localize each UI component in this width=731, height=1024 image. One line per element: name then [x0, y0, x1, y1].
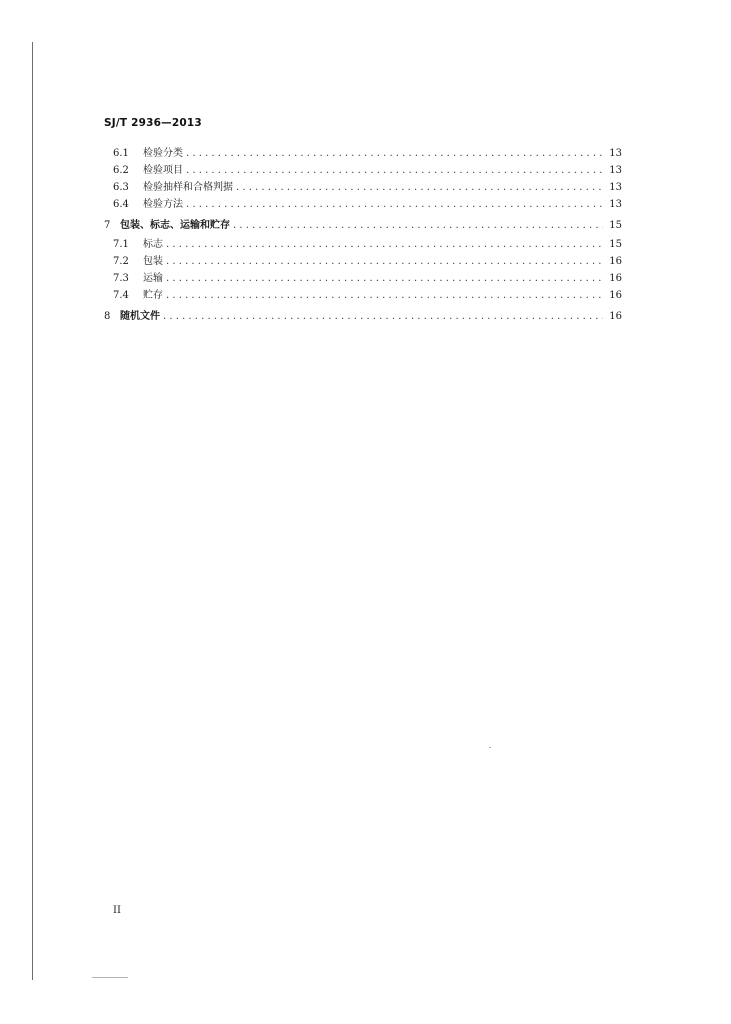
- toc-dot-leader: [186, 145, 603, 162]
- toc-entry-title: 检验项目: [143, 165, 183, 176]
- toc-entry-6-1[interactable]: [104, 145, 622, 162]
- toc-dot-leader: [166, 253, 603, 270]
- toc-entry-7-4[interactable]: [104, 287, 622, 304]
- toc-entry-title: 检验抽样和合格判据: [143, 182, 233, 193]
- toc-entry-page: 16: [609, 256, 622, 267]
- toc-entry-title: 标志: [143, 239, 163, 250]
- toc-entry-title: 贮存: [143, 290, 163, 301]
- toc-entry-title: 包装、标志、运输和贮存: [120, 220, 230, 231]
- toc-entry-number: 6.2: [113, 165, 129, 176]
- toc-entry-title: 检验方法: [143, 199, 183, 210]
- binding-margin-line: [32, 42, 33, 980]
- toc-entry-8[interactable]: [104, 304, 622, 327]
- toc-entry-7[interactable]: [104, 213, 622, 236]
- toc-entry-7-2[interactable]: [104, 253, 622, 270]
- toc-entry-page: 15: [609, 220, 622, 231]
- toc-entry-number: 7.1: [113, 239, 129, 250]
- document-code-header: SJ/T 2936—2013: [104, 117, 202, 129]
- toc-dot-leader: [186, 196, 603, 213]
- toc-entry-number: 6.1: [113, 148, 129, 159]
- toc-entry-number: 6.3: [113, 182, 129, 193]
- toc-entry-6-2[interactable]: [104, 162, 622, 179]
- toc-entry-7-1[interactable]: [104, 236, 622, 253]
- toc-entry-page: 16: [609, 273, 622, 284]
- toc-entry-page: 15: [609, 239, 622, 250]
- table-of-contents: [104, 145, 622, 327]
- toc-entry-6-4[interactable]: [104, 196, 622, 213]
- toc-entry-page: 13: [609, 165, 622, 176]
- toc-entry-number: 7.4: [113, 290, 129, 301]
- toc-entry-title: 包装: [143, 256, 163, 267]
- toc-entry-title: 运输: [143, 273, 163, 284]
- footer-rule: [92, 977, 128, 978]
- toc-entry-number: 7.2: [113, 256, 129, 267]
- toc-entry-page: 13: [609, 199, 622, 210]
- toc-dot-leader: [166, 270, 603, 287]
- toc-entry-title: 随机文件: [120, 311, 160, 322]
- toc-entry-number: 7.3: [113, 273, 129, 284]
- toc-entry-page: 13: [609, 148, 622, 159]
- toc-dot-leader: [166, 287, 603, 304]
- toc-entry-title: 检验分类: [143, 148, 183, 159]
- toc-entry-7-3[interactable]: [104, 270, 622, 287]
- toc-dot-leader: [166, 236, 603, 253]
- toc-entry-number: 6.4: [113, 199, 129, 210]
- toc-dot-leader: [233, 215, 603, 236]
- toc-entry-number: 8: [104, 311, 111, 322]
- toc-dot-leader: [236, 179, 603, 196]
- scan-speck: [489, 747, 491, 748]
- toc-entry-page: 13: [609, 182, 622, 193]
- toc-entry-page: 16: [609, 290, 622, 301]
- toc-entry-number: 7: [104, 220, 111, 231]
- toc-dot-leader: [186, 162, 603, 179]
- toc-dot-leader: [163, 306, 603, 327]
- page-number: II: [113, 905, 121, 916]
- toc-entry-6-3[interactable]: [104, 179, 622, 196]
- toc-entry-page: 16: [609, 311, 622, 322]
